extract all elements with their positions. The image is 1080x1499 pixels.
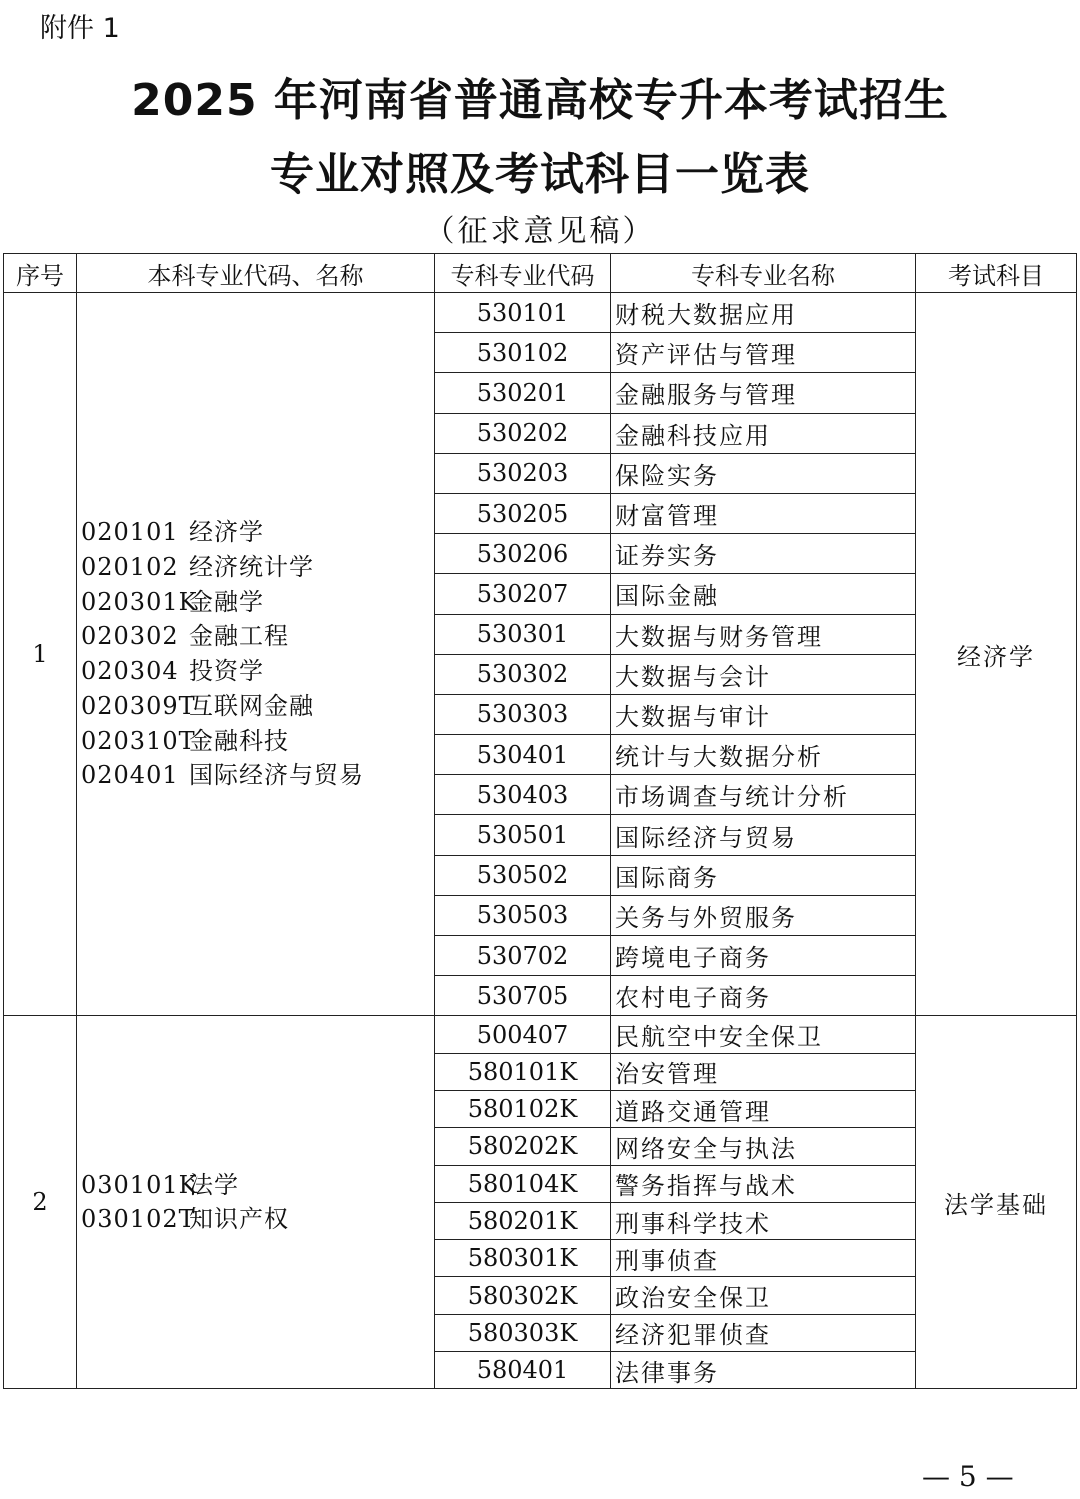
college-major-name: 治安管理 — [611, 1053, 916, 1090]
undergrad-major-code: 020304 — [81, 657, 179, 686]
undergrad-major-code: 020101 — [81, 518, 179, 547]
college-major-name: 大数据与审计 — [611, 694, 916, 734]
college-major-name: 金融服务与管理 — [611, 373, 916, 413]
undergrad-major-cell — [77, 1016, 435, 1389]
college-major-code: 580101K — [435, 1053, 611, 1090]
undergrad-major-code: 030101K — [81, 1170, 198, 1199]
undergrad-major-item — [81, 689, 434, 724]
undergrad-major-cell — [77, 293, 435, 1016]
college-major-name: 统计与大数据分析 — [611, 735, 916, 775]
college-major-code: 530102 — [435, 333, 611, 373]
header-undergrad-major: 本科专业代码、名称 — [77, 254, 435, 293]
undergrad-major-code: 020310T — [81, 726, 196, 755]
college-major-name: 市场调查与统计分析 — [611, 775, 916, 815]
college-major-code: 580104K — [435, 1165, 611, 1202]
college-major-code: 530401 — [435, 735, 611, 775]
college-major-name: 关务与外贸服务 — [611, 895, 916, 935]
college-major-code: 530207 — [435, 574, 611, 614]
college-major-code: 500407 — [435, 1016, 611, 1053]
college-major-code: 530702 — [435, 936, 611, 976]
college-major-code: 580202K — [435, 1128, 611, 1165]
undergrad-major-name: 金融工程 — [189, 622, 289, 651]
college-major-name: 金融科技应用 — [611, 413, 916, 453]
major-comparison-table — [3, 253, 1077, 1389]
undergrad-major-name: 知识产权 — [189, 1205, 289, 1234]
undergrad-major-item — [81, 654, 434, 689]
undergrad-major-code: 020301K — [81, 587, 198, 616]
header-college-name: 专科专业名称 — [611, 254, 916, 293]
attachment-label: 附件 1 — [40, 13, 120, 44]
college-major-name: 证券实务 — [611, 534, 916, 574]
college-major-name: 网络安全与执法 — [611, 1128, 916, 1165]
college-major-name: 大数据与财务管理 — [611, 614, 916, 654]
college-major-code: 530302 — [435, 654, 611, 694]
header-seq: 序号 — [4, 254, 77, 293]
college-major-name: 资产评估与管理 — [611, 333, 916, 373]
college-major-code: 530705 — [435, 976, 611, 1016]
college-major-name: 财富管理 — [611, 493, 916, 533]
college-major-code: 530501 — [435, 815, 611, 855]
college-major-name: 国际经济与贸易 — [611, 815, 916, 855]
undergrad-major-item — [81, 619, 434, 654]
undergrad-major-code: 020102 — [81, 553, 179, 582]
college-major-code: 580301K — [435, 1240, 611, 1277]
college-major-code: 530101 — [435, 293, 611, 333]
page-number: — 5 — — [922, 1460, 1014, 1493]
undergrad-major-code: 020302 — [81, 622, 179, 651]
college-major-code: 580102K — [435, 1090, 611, 1127]
college-major-code: 580303K — [435, 1314, 611, 1351]
document-title-line1: 2025 年河南省普通高校专升本考试招生 — [131, 75, 949, 126]
undergrad-major-name: 投资学 — [189, 657, 264, 686]
college-major-code: 530201 — [435, 373, 611, 413]
college-major-code: 530205 — [435, 493, 611, 533]
undergrad-major-item — [81, 724, 434, 759]
college-major-code: 530206 — [435, 534, 611, 574]
undergrad-major-name: 金融学 — [189, 587, 264, 616]
college-major-name: 保险实务 — [611, 453, 916, 493]
college-major-name: 民航空中安全保卫 — [611, 1016, 916, 1053]
college-major-code: 580401 — [435, 1352, 611, 1389]
college-major-code: 580201K — [435, 1202, 611, 1239]
college-major-name: 经济犯罪侦查 — [611, 1314, 916, 1351]
college-major-name: 政治安全保卫 — [611, 1277, 916, 1314]
college-major-code: 530303 — [435, 694, 611, 734]
college-major-code: 530403 — [435, 775, 611, 815]
college-major-name: 刑事侦查 — [611, 1240, 916, 1277]
undergrad-major-name: 互联网金融 — [189, 691, 314, 720]
document-title-line2: 专业对照及考试科目一览表 — [270, 149, 810, 200]
college-major-code: 530203 — [435, 453, 611, 493]
undergrad-major-item — [81, 550, 434, 585]
undergrad-major-name: 法学 — [189, 1170, 239, 1199]
undergrad-major-name: 经济学 — [189, 518, 264, 547]
college-major-name: 财税大数据应用 — [611, 293, 916, 333]
undergrad-major-code: 030102T — [81, 1205, 196, 1234]
header-college-code: 专科专业代码 — [435, 254, 611, 293]
undergrad-major-item — [81, 1168, 434, 1203]
college-major-name: 警务指挥与战术 — [611, 1165, 916, 1202]
college-major-name: 法律事务 — [611, 1352, 916, 1389]
undergrad-major-name: 金融科技 — [189, 726, 289, 755]
college-major-name: 道路交通管理 — [611, 1090, 916, 1127]
undergrad-major-name: 经济统计学 — [189, 553, 314, 582]
college-major-code: 530202 — [435, 413, 611, 453]
college-major-code: 530503 — [435, 895, 611, 935]
table-row — [4, 1016, 1077, 1053]
exam-subject-cell: 经济学 — [916, 293, 1077, 1016]
college-major-name: 大数据与会计 — [611, 654, 916, 694]
table-header-row — [4, 254, 1077, 293]
college-major-code: 580302K — [435, 1277, 611, 1314]
seq-cell: 1 — [4, 293, 77, 1016]
college-major-code: 530301 — [435, 614, 611, 654]
undergrad-major-code: 020309T — [81, 691, 196, 720]
college-major-name: 刑事科学技术 — [611, 1202, 916, 1239]
seq-cell: 2 — [4, 1016, 77, 1389]
undergrad-major-item — [81, 515, 434, 550]
undergrad-major-item — [81, 1202, 434, 1237]
table-row — [4, 293, 1077, 333]
college-major-name: 跨境电子商务 — [611, 936, 916, 976]
undergrad-major-item — [81, 758, 434, 793]
undergrad-major-code: 020401 — [81, 761, 179, 790]
document-subtitle: （征求意见稿） — [424, 214, 656, 249]
college-major-name: 农村电子商务 — [611, 976, 916, 1016]
college-major-name: 国际商务 — [611, 855, 916, 895]
table-body — [4, 293, 1077, 1389]
college-major-code: 530502 — [435, 855, 611, 895]
exam-subject-cell: 法学基础 — [916, 1016, 1077, 1389]
undergrad-major-item — [81, 585, 434, 620]
undergrad-major-name: 国际经济与贸易 — [189, 761, 364, 790]
header-exam-subject: 考试科目 — [916, 254, 1077, 293]
college-major-name: 国际金融 — [611, 574, 916, 614]
